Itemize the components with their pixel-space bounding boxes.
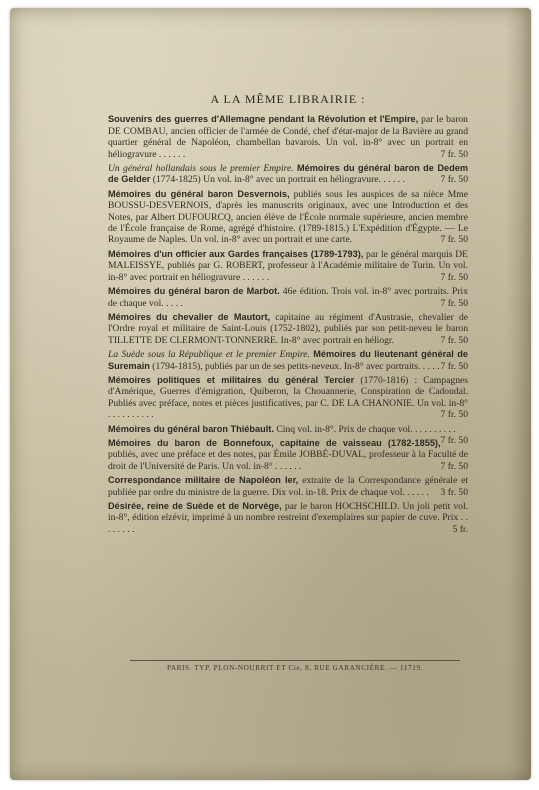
entry-description: 46e édition. Trois vol. in-8° avec portraits. Prix de chaque vol. . . . . [108,286,469,309]
catalogue-entry [108,114,468,160]
entry-price: 7 fr. 50 [440,271,468,283]
catalogue-entry [108,349,468,372]
entry-description: capitaine au régiment d'Austrasie, chevalier de l'Ordre royal et militaire de Saint-Louis (1752-1802), publiés par son petit-neveu le baron TILLETTE DE CLERMONT-TONNERRE. In-8° avec portrait en héliogr. [108,311,469,346]
catalogue-entry [108,312,468,346]
entry-description: Cinq vol. in-8°. Prix de chaque vol. . . . . . . . . . [276,423,456,435]
entry-price: 7 fr. 50 [440,334,468,346]
entry-title: Mémoires du chevalier de Mautort, [108,311,271,322]
catalogue-entry [108,163,468,186]
entry-title: Mémoires du baron de Bonnefoux, capitaine de vaisseau (1782-1855), [108,437,441,448]
entry-title: Mémoires d'un officier aux Gardes françaises (1789-1793), [108,248,364,259]
entry-price: 5 fr. [452,523,468,535]
entry-price: 7 fr. 50 [440,174,468,186]
catalogue-entry [108,286,468,309]
entry-title: Mémoires du général baron de Marbot. [108,286,280,297]
entry-title: Mémoires du général baron Desvernois, [108,188,290,199]
entry-title: Mémoires politiques et militaires du général Tercier [108,374,355,385]
catalogue-entry [108,249,468,283]
printer-imprint: PARIS. TYP. PLON-NOURRIT ET Cie, 8, RUE GARANCIÈRE. — 11719. [130,660,460,672]
entry-description: (1794-1815), publiés par un de ses petits-neveux. In-8° avec portraits. . . . . [152,360,440,372]
entry-price: 7 fr. 50 [440,434,468,446]
catalogue-entry [108,438,468,472]
catalogue-entry [108,189,468,246]
entry-price: 3 fr. 50 [440,486,468,498]
entry-description: par le général marquis DE MALEISSYE, publiés par G. ROBERT, professeur à l'Académie militaire de Turin. Un vol. in-8° avec portrait en héliogravure . . . . . . [108,248,468,283]
entry-description: par le baron HOCHSCHILD. Un joli petit vol. in-8°, édition elzévir, imprimé à un nombre restreint d'exemplaires sur papier de cuve. Prix . . . . . . . . [108,501,469,535]
entry-lead: La Suède sous la République et le premier Empire. [108,349,310,361]
entry-price: 7 fr. 50 [440,234,468,246]
entry-price: 7 fr. 50 [440,360,468,372]
entry-description: publiés, avec une préface et des notes, par Émile JOBBÉ-DUVAL, professeur à la Faculté de droit de l'Université de Paris. Un vol. in-8° . . . . . . [108,449,468,472]
catalogue-entry [108,501,468,535]
entry-title: Souvenirs des guerres d'Allemagne pendant la Révolution et l'Empire, [108,114,419,125]
entry-description: publiés sous les auspices de sa nièce Mme BOUSSU-DESVERNOIS, d'après les manuscrits originaux, avec une Introduction et des Notes, par Albert DUFOURCQ, ancien élève de l'École normale supérieure, ancien membre de l'École française de Rome, agrégé d'histoire. (1789-1815.) L'Expédition d'Égypte. — Le Royaume de Naples. Un vol. in-8° avec un portrait et une carte. [108,188,468,246]
entry-price: 7 fr. 50 [440,409,468,421]
entry-description: extraite de la Correspondance générale et publiée par ordre du ministre de la guerre. Dix vol. in-18. Prix de chaque vol. . . . . . [108,475,469,498]
entry-description: (1770-1816) : Campagnes d'Amérique, Guerres d'émigration, Quiberon, la Chouannerie, Conspiration de Cadoudal. Publiés avec préface, notes et pièces justificatives, par C. DE LA CHANONIE. Un vol. in-8° . . . . . . . . . . [108,374,468,421]
entry-price: 7 fr. 50 [440,460,468,472]
catalogue-entry [108,475,468,498]
entry-title: Correspondance militaire de Napoléon Ier, [108,475,299,486]
catalogue-text-block [108,94,468,538]
entry-lead: Un général hollandais sous le premier Empire. [108,163,294,175]
catalogue-entry [108,375,468,421]
entry-title: Mémoires du lieutenant général de Suremain [108,349,468,371]
entry-title: Désirée, reine de Suède et de Norvège, [108,501,282,511]
entry-title: Mémoires du général baron de Dedem de Gelder [108,163,468,185]
entry-description: (1774-1825) Un vol. in-8° avec un portrait en héliogravure. . . . . . [152,174,405,186]
entry-description: par le baron DE COMBAU, ancien officier de l'armée de Condé, chef d'état-major de la Bavière au grand quartier général de Napoléon, chambellan bavarois. Un vol. in-8° avec un portrait en héliogravure . . . . . . [108,114,468,160]
entry-price: 7 fr. 50 [440,148,468,160]
entry-title: Mémoires du général baron Thiébault. [108,423,274,434]
entry-price: 7 fr. 50 [440,297,468,309]
page-heading: A LA MÊME LIBRAIRIE : [210,92,366,106]
